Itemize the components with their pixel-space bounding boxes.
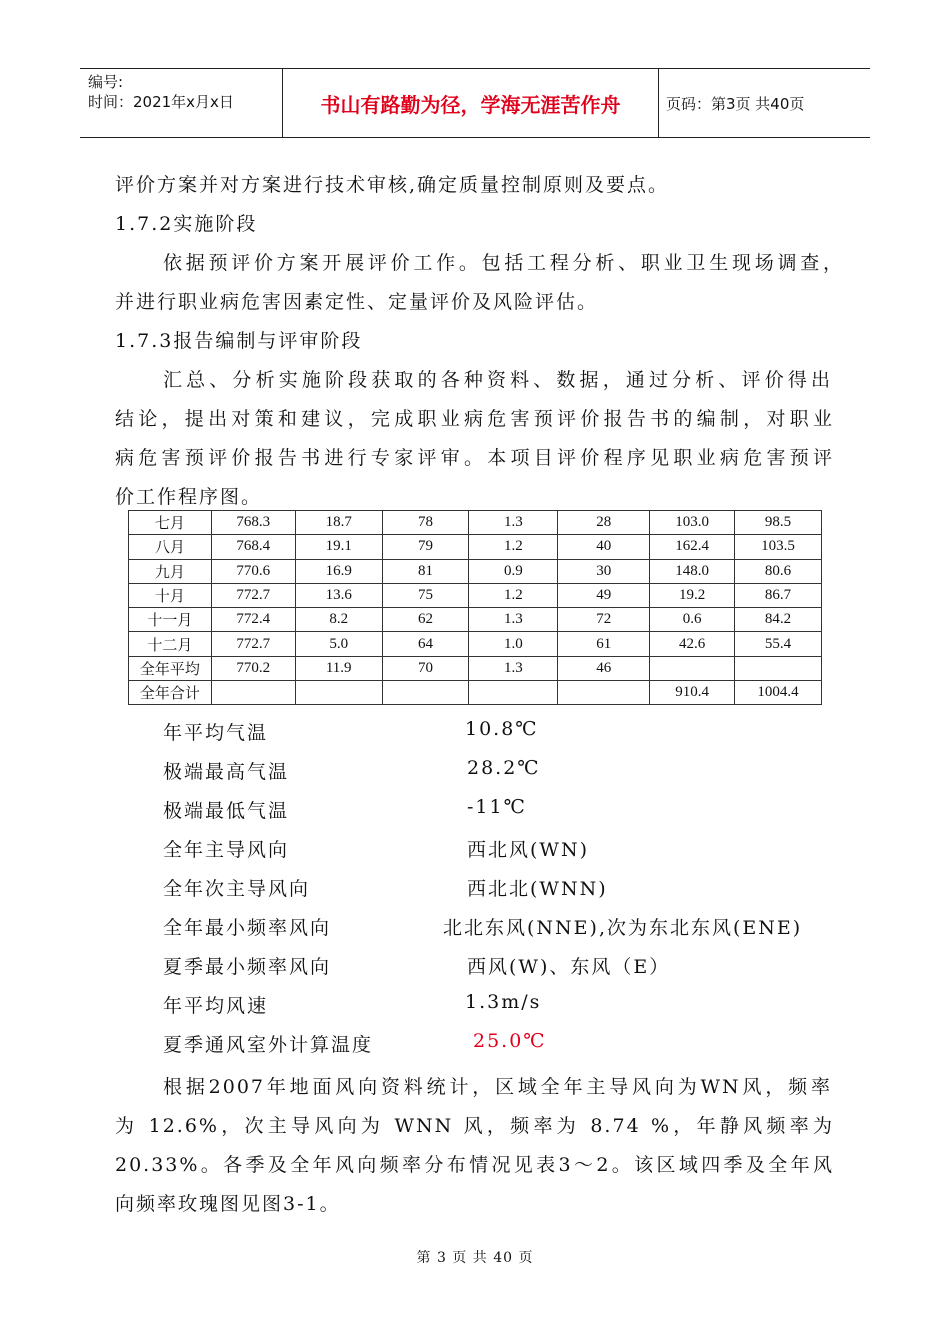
table-row-label: 十月 bbox=[129, 583, 212, 607]
table-cell: 1.3 bbox=[469, 511, 558, 535]
table-row bbox=[129, 656, 822, 680]
table-row bbox=[129, 608, 822, 632]
table-cell: 0.9 bbox=[469, 559, 558, 583]
parameter-value: -11℃ bbox=[467, 796, 527, 818]
parameter-value: 28.2℃ bbox=[467, 757, 541, 779]
table-cell: 768.4 bbox=[211, 535, 295, 559]
table-row bbox=[129, 632, 822, 656]
parameter-value: 北北东风(NNE),次为东北东风(ENE) bbox=[443, 917, 803, 939]
page-header bbox=[80, 68, 870, 138]
table-cell: 772.4 bbox=[211, 608, 295, 632]
table-cell: 19.1 bbox=[295, 535, 382, 559]
table-cell bbox=[295, 681, 382, 705]
header-motto-cell bbox=[282, 69, 659, 137]
paragraph-line: 为 12.6%，次主导风向为 WNN 风，频率为 8.74 %，年静风频率为 bbox=[115, 1115, 834, 1137]
table-row-label: 十一月 bbox=[129, 608, 212, 632]
table-row-label: 七月 bbox=[129, 511, 212, 535]
table-cell: 61 bbox=[558, 632, 650, 656]
table-cell: 772.7 bbox=[211, 632, 295, 656]
section-heading-1-7-3: 1.7.3报告编制与评审阶段 bbox=[115, 330, 363, 352]
parameter-label: 全年次主导风向 bbox=[163, 878, 311, 900]
table-cell: 75 bbox=[382, 583, 469, 607]
table-cell: 1.2 bbox=[469, 583, 558, 607]
table-cell: 19.2 bbox=[650, 583, 735, 607]
table-cell bbox=[382, 681, 469, 705]
table-cell: 80.6 bbox=[735, 559, 822, 583]
table-cell: 49 bbox=[558, 583, 650, 607]
paragraph-line: 向频率玫瑰图见图3-1。 bbox=[115, 1193, 341, 1215]
doc-time-label: 时间：2021年x月x日 bbox=[88, 93, 234, 111]
table-cell: 8.2 bbox=[295, 608, 382, 632]
paragraph-line: 价工作程序图。 bbox=[115, 486, 263, 508]
table-cell: 1.2 bbox=[469, 535, 558, 559]
table-cell: 16.9 bbox=[295, 559, 382, 583]
table-cell: 78 bbox=[382, 511, 469, 535]
table-cell: 1.3 bbox=[469, 608, 558, 632]
parameter-value: 西北风(WN) bbox=[467, 839, 589, 861]
table-cell: 40 bbox=[558, 535, 650, 559]
header-page-info: 页码：第3页 共40页 bbox=[666, 95, 805, 113]
climate-table bbox=[128, 510, 822, 705]
paragraph-line: 病危害预评价报告书进行专家评审。本项目评价程序见职业病危害预评 bbox=[115, 447, 834, 469]
parameter-label: 极端最低气温 bbox=[163, 800, 290, 822]
table-cell: 103.5 bbox=[735, 535, 822, 559]
table-cell: 84.2 bbox=[735, 608, 822, 632]
table-cell: 98.5 bbox=[735, 511, 822, 535]
table-cell: 55.4 bbox=[735, 632, 822, 656]
doc-number-label: 编号: bbox=[88, 73, 124, 91]
table-cell: 42.6 bbox=[650, 632, 735, 656]
table-cell: 1.3 bbox=[469, 656, 558, 680]
paragraph-line: 并进行职业病危害因素定性、定量评价及风险评估。 bbox=[115, 291, 599, 313]
parameter-value: 10.8℃ bbox=[465, 718, 539, 740]
table-cell bbox=[735, 656, 822, 680]
paragraph-line: 依据预评价方案开展评价工作。包括工程分析、职业卫生现场调查， bbox=[163, 252, 844, 274]
table-row-label: 全年平均 bbox=[129, 656, 212, 680]
table-cell: 18.7 bbox=[295, 511, 382, 535]
table-row-label: 八月 bbox=[129, 535, 212, 559]
parameter-value: 25.0℃ bbox=[473, 1030, 547, 1052]
table-cell: 1004.4 bbox=[735, 681, 822, 705]
parameter-value: 西北北(WNN) bbox=[467, 878, 608, 900]
table-cell: 772.7 bbox=[211, 583, 295, 607]
table-cell: 162.4 bbox=[650, 535, 735, 559]
table-row bbox=[129, 559, 822, 583]
section-heading-1-7-2: 1.7.2实施阶段 bbox=[115, 213, 258, 235]
table-row bbox=[129, 583, 822, 607]
table-cell: 62 bbox=[382, 608, 469, 632]
table-cell: 30 bbox=[558, 559, 650, 583]
parameter-label: 年平均风速 bbox=[163, 995, 269, 1017]
table-cell: 770.6 bbox=[211, 559, 295, 583]
parameter-label: 极端最高气温 bbox=[163, 761, 290, 783]
table-row bbox=[129, 511, 822, 535]
table-cell bbox=[558, 681, 650, 705]
paragraph-line: 结论，提出对策和建议，完成职业病危害预评价报告书的编制，对职业 bbox=[115, 408, 834, 430]
header-meta bbox=[88, 72, 284, 112]
table-cell: 768.3 bbox=[211, 511, 295, 535]
table-cell: 11.9 bbox=[295, 656, 382, 680]
parameter-label: 年平均气温 bbox=[163, 722, 269, 744]
table-row bbox=[129, 535, 822, 559]
table-cell: 0.6 bbox=[650, 608, 735, 632]
table-cell: 64 bbox=[382, 632, 469, 656]
table-cell: 72 bbox=[558, 608, 650, 632]
paragraph-line: 汇总、分析实施阶段获取的各种资料、数据，通过分析、评价得出 bbox=[163, 369, 832, 391]
table-cell: 910.4 bbox=[650, 681, 735, 705]
table-row bbox=[129, 681, 822, 705]
paragraph-line: 根据2007年地面风向资料统计，区域全年主导风向为WN风，频率 bbox=[163, 1076, 832, 1098]
table-cell: 148.0 bbox=[650, 559, 735, 583]
table-cell: 1.0 bbox=[469, 632, 558, 656]
table-row-label: 九月 bbox=[129, 559, 212, 583]
parameter-label: 夏季通风室外计算温度 bbox=[163, 1034, 374, 1056]
table-cell: 86.7 bbox=[735, 583, 822, 607]
parameter-value: 西风(W)、东风（E） bbox=[467, 956, 671, 978]
table-cell: 70 bbox=[382, 656, 469, 680]
table-cell bbox=[469, 681, 558, 705]
table-cell: 13.6 bbox=[295, 583, 382, 607]
table-row-label: 十二月 bbox=[129, 632, 212, 656]
table-cell bbox=[211, 681, 295, 705]
table-cell: 81 bbox=[382, 559, 469, 583]
table-row-label: 全年合计 bbox=[129, 681, 212, 705]
parameter-label: 全年最小频率风向 bbox=[163, 917, 332, 939]
parameter-value: 1.3m/s bbox=[465, 991, 542, 1013]
page-footer: 第 3 页 共 40 页 bbox=[416, 1250, 534, 1266]
table-cell: 103.0 bbox=[650, 511, 735, 535]
table-cell: 770.2 bbox=[211, 656, 295, 680]
table-cell bbox=[650, 656, 735, 680]
table-cell: 5.0 bbox=[295, 632, 382, 656]
header-motto: 书山有路勤为径，学海无涯苦作舟 bbox=[320, 92, 621, 117]
table-cell: 79 bbox=[382, 535, 469, 559]
table-cell: 28 bbox=[558, 511, 650, 535]
parameter-label: 全年主导风向 bbox=[163, 839, 290, 861]
parameter-label: 夏季最小频率风向 bbox=[163, 956, 332, 978]
paragraph-line: 评价方案并对方案进行技术审核,确定质量控制原则及要点。 bbox=[115, 174, 670, 196]
table-cell: 46 bbox=[558, 656, 650, 680]
paragraph-line: 20.33%。各季及全年风向频率分布情况见表3～2。该区域四季及全年风 bbox=[115, 1154, 834, 1176]
